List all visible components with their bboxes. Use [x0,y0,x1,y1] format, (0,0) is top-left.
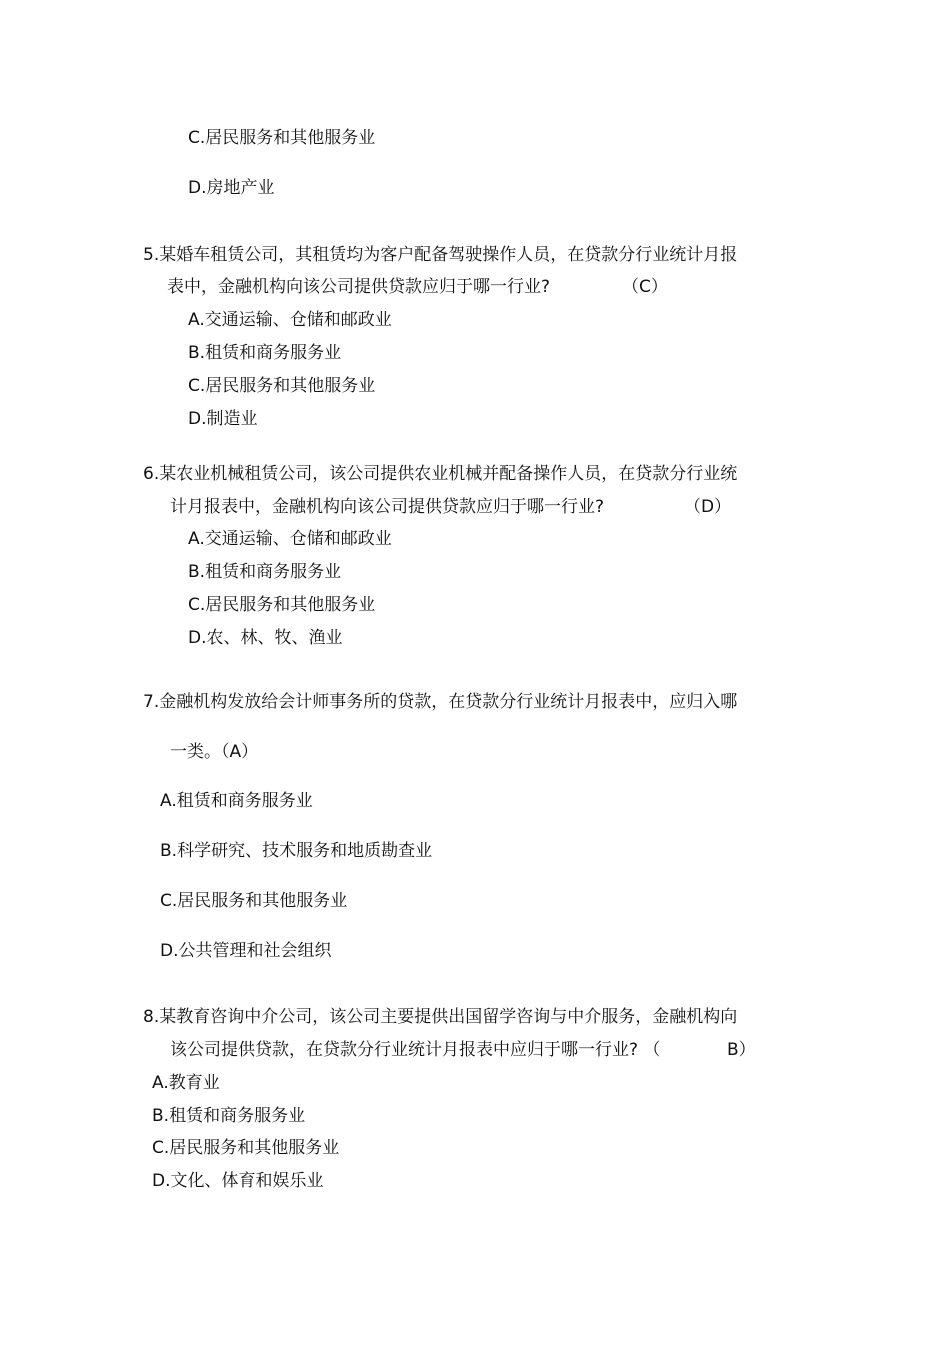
q6-question-line-1: 6.某农业机械租赁公司，该公司提供农业机械并配备操作人员，在贷款分行业统 [143,464,738,484]
q5-option-d: D.制造业 [188,409,258,429]
q8-question-line-2: 该公司提供贷款，在贷款分行业统计月报表中应归于哪一行业? （ [170,1040,661,1060]
q8-answer: B） [727,1040,756,1060]
q8-option-b: B.租赁和商务服务业 [152,1106,306,1126]
q7-question-line-2: 一类。（A） [170,742,259,762]
q6-option-b: B.租赁和商务服务业 [188,562,342,582]
q8-option-c: C.居民服务和其他服务业 [152,1138,340,1158]
q5-answer: （C） [622,277,668,297]
q5-option-b: B.租赁和商务服务业 [188,343,342,363]
q4-option-d: D.房地产业 [188,178,275,198]
q7-question-line-1: 7.金融机构发放给会计师事务所的贷款，在贷款分行业统计月报表中，应归入哪 [143,692,738,712]
q6-option-d: D.农、林、牧、渔业 [188,628,343,648]
q4-option-c: C.居民服务和其他服务业 [188,128,376,148]
q6-answer: （D） [684,497,732,517]
q6-question-line-2: 计月报表中，金融机构向该公司提供贷款应归于哪一行业? [170,497,605,517]
q8-option-a: A.教育业 [152,1073,220,1093]
q5-option-c: C.居民服务和其他服务业 [188,376,376,396]
q8-question-line-1: 8.某教育咨询中介公司，该公司主要提供出国留学咨询与中介服务，金融机构向 [143,1007,738,1027]
q5-question-text: 表中，金融机构向该公司提供贷款应归于哪一行业? [167,277,551,297]
q7-option-c: C.居民服务和其他服务业 [160,891,348,911]
q5-question-line-2 [167,276,550,298]
q7-option-a: A.租赁和商务服务业 [160,791,313,811]
q7-option-d: D.公共管理和社会组织 [160,941,332,961]
q5-option-a: A.交通运输、仓储和邮政业 [188,310,392,330]
q5-question-line-1: 5.某婚车租赁公司，其租赁均为客户配备驾驶操作人员，在贷款分行业统计月报 [143,245,738,265]
q7-option-b: B.科学研究、技术服务和地质勘查业 [160,841,433,861]
q6-option-c: C.居民服务和其他服务业 [188,595,376,615]
q6-option-a: A.交通运输、仓储和邮政业 [188,529,392,549]
q8-option-d: D.文化、体育和娱乐业 [152,1171,324,1191]
